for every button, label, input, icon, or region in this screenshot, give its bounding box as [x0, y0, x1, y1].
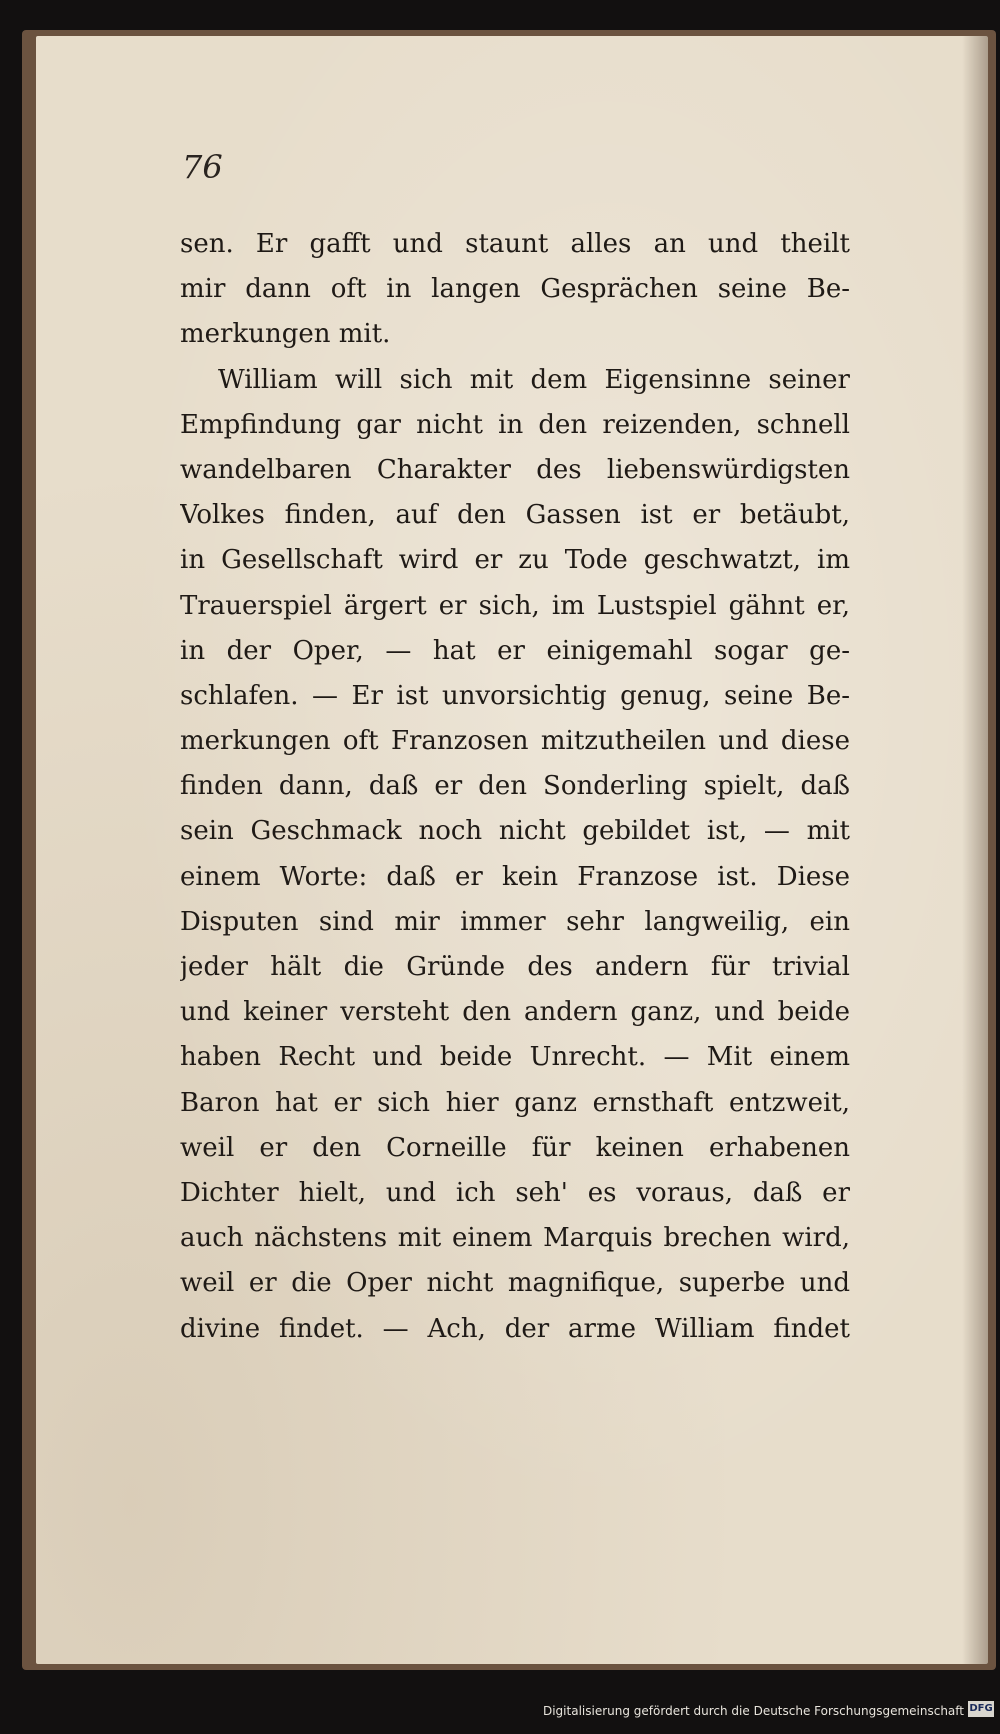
text-line: und keiner versteht den andern ganz, und beide	[180, 997, 850, 1028]
text-line: schlafen. — Er ist unvorsichtig genug, seine Be-	[180, 680, 850, 711]
text-line: merkungen mit.	[180, 319, 391, 350]
text-line: auch nächstens mit einem Marquis brechen wird,	[180, 1223, 850, 1254]
text-line: in Gesellschaft wird er zu Tode geschwatzt, im	[180, 545, 850, 576]
text-line: Disputen sind mir immer sehr langweilig, ein	[180, 906, 850, 937]
text-line: merkungen oft Franzosen mitzutheilen und diese	[180, 726, 850, 757]
text-line: divine findet. — Ach, der arme William findet	[180, 1313, 850, 1344]
text-line: Volkes finden, auf den Gassen ist er betäubt,	[180, 500, 850, 531]
text-line: sein Geschmack noch nicht gebildet ist, — mit	[180, 816, 850, 847]
page-number: 76	[182, 148, 223, 186]
text-line: einem Worte: daß er kein Franzose ist. Diese	[180, 861, 850, 892]
text-line: jeder hält die Gründe des andern für trivial	[180, 952, 850, 982]
text-line: finden dann, daß er den Sonderling spielt, daß	[180, 771, 850, 802]
body-text	[180, 222, 850, 1352]
text-line: Baron hat er sich hier ganz ernsthaft entzweit,	[180, 1087, 850, 1118]
text-line: in der Oper, — hat er einigemahl sogar ge-	[180, 635, 850, 666]
text-line: Dichter hielt, und ich seh' es voraus, daß er	[180, 1177, 850, 1208]
text-line: Trauerspiel ärgert er sich, im Lustspiel gähnt er,	[180, 590, 850, 621]
text-line: William will sich mit dem Eigensinne seiner	[218, 364, 850, 395]
funding-credit: Digitalisierung gefördert durch die Deutsche Forschungsgemeinschaft	[542, 1704, 964, 1718]
text-line: weil er die Oper nicht magnifique, superbe und	[180, 1268, 850, 1299]
text-line: wandelbaren Charakter des liebenswürdigsten	[180, 454, 850, 485]
page-gutter-shadow	[962, 36, 988, 1664]
text-line: Empfindung gar nicht in den reizenden, schnell	[180, 409, 850, 440]
text-line: sen. Er gafft und staunt alles an und theilt	[180, 229, 850, 259]
dfg-logo: DFG	[968, 1701, 994, 1717]
text-line: haben Recht und beide Unrecht. — Mit einem	[180, 1042, 850, 1073]
text-line: mir dann oft in langen Gesprächen seine Be-	[180, 274, 850, 305]
footer-bar	[0, 1688, 1000, 1734]
text-line: weil er den Corneille für keinen erhabenen	[180, 1132, 850, 1163]
